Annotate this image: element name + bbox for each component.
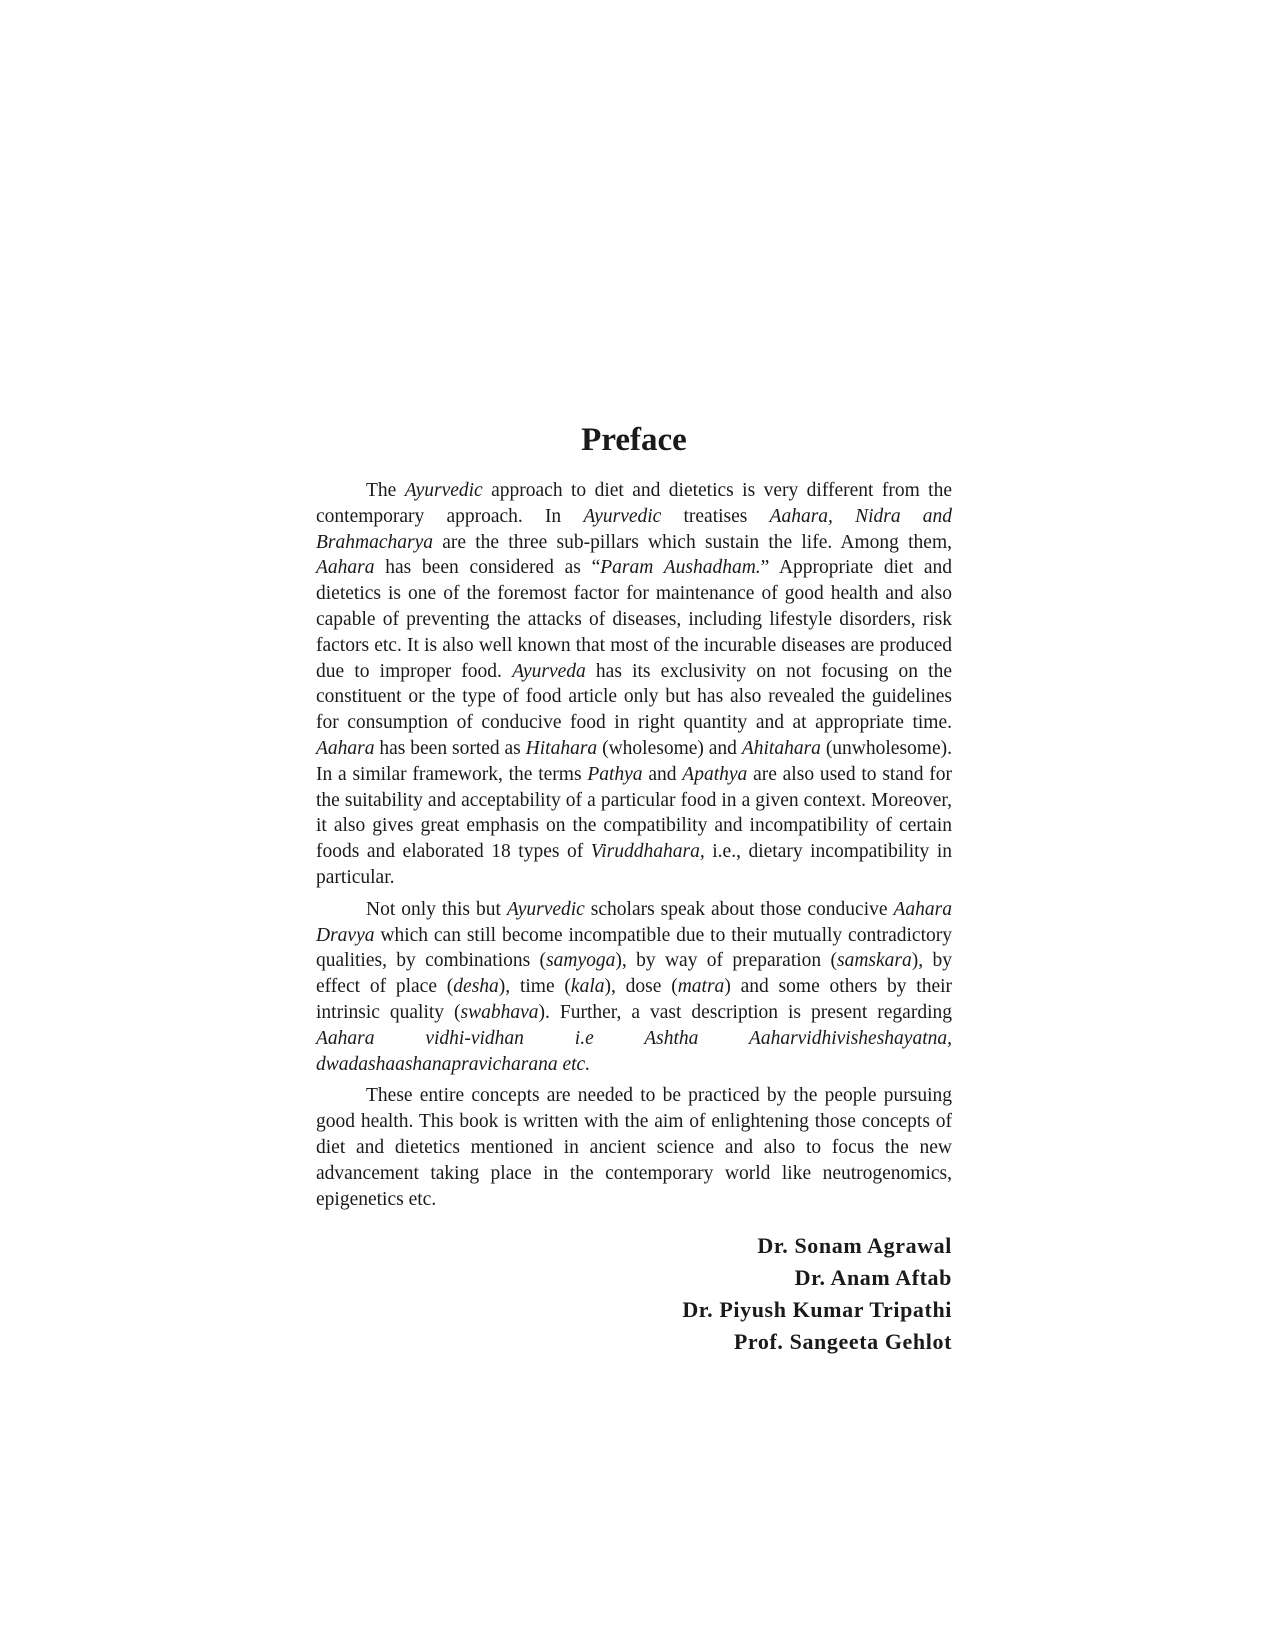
text-run: ), time ( <box>498 976 571 998</box>
author-signatures <box>316 1230 952 1358</box>
text-run-italic: Aahara <box>316 737 375 759</box>
text-run-italic: Pathya <box>587 763 643 785</box>
author-name: Dr. Sonam Agrawal <box>757 1233 952 1259</box>
text-run: These entire concepts are needed to be practiced by the people pursuing good health. This book is written with the aim of enlightening those concepts of diet and dietetics mentioned in ancient science and also to focus the new advancement taking place in the contemporary world like neutrogenomics, epigenetics etc. <box>316 1085 952 1210</box>
text-run: are also used to stand for the suitability and acceptability of a particular food in a given context. Moreover, it also gives great emphasis on the compatibility and incompatibility of certain foods and elaborated 18 types of <box>316 763 953 863</box>
text-run-italic: Aahara <box>316 557 375 579</box>
text-run-italic: samskara <box>837 950 912 972</box>
author-name: Dr. Piyush Kumar Tripathi <box>682 1297 952 1323</box>
text-run: and <box>642 763 683 785</box>
text-run-italic: samyoga <box>546 950 616 972</box>
text-run: scholars speak about those conducive <box>584 898 894 920</box>
text-run: ” Appropriate diet and dietetics is one of the foremost factor for maintenance of good health and also capable of preventing the attacks of diseases, including lifestyle disorders, risk factors etc. It is also well known that most of the incurable diseases are produced due to improper food. <box>316 557 952 682</box>
author-name: Dr. Anam Aftab <box>794 1265 952 1291</box>
text-run: ) and some others by their intrinsic quality ( <box>316 976 953 1023</box>
paragraph-1 <box>316 478 952 891</box>
text-run: treatises <box>661 505 770 527</box>
text-run: has its exclusivity on not focusing on the constituent or the type of food article only but has also revealed the guidelines for consumption of conducive food in right quantity and at appropriate time. <box>316 660 952 734</box>
preface-page <box>316 420 952 1358</box>
text-run: which can still become incompatible due to their mutually contradictory qualities, by combinations ( <box>316 924 952 972</box>
text-run: approach to diet and dietetics is very different from the contemporary approach. In <box>316 480 952 527</box>
text-run: has been considered as “ <box>374 557 601 579</box>
text-run-italic: kala <box>570 976 605 998</box>
text-run-italic: Ahitahara <box>741 737 821 759</box>
text-run: ), dose ( <box>604 976 678 998</box>
text-run: ), by effect of place ( <box>316 950 952 998</box>
text-run: i.e., dietary incompatibility in particular. <box>316 841 952 888</box>
text-run-italic: Ayurvedic <box>404 480 483 501</box>
author-name: Prof. Sangeeta Gehlot <box>733 1329 952 1355</box>
preface-body <box>316 478 952 1212</box>
text-run: ). Further, a vast description is present regarding <box>538 1001 952 1023</box>
text-run: The <box>366 480 405 501</box>
page-title: Preface <box>581 422 687 458</box>
text-run-italic: Aahara, Nidra and Brahmacharya <box>316 505 953 553</box>
paragraph-3 <box>316 1083 952 1212</box>
text-run-italic: Ayurvedic <box>583 505 662 527</box>
text-run-italic: Aahara vidhi-vidhan i.e Ashtha Aaharvidhivisheshayatna, dwadashaashanapravicharana etc. <box>316 1027 952 1075</box>
text-run-italic: Aahara Dravya <box>316 898 952 946</box>
text-run-italic: matra <box>677 976 725 998</box>
text-run: (unwholesome). In a similar framework, the terms <box>316 737 952 785</box>
text-run-italic: Apathya <box>682 763 748 785</box>
text-run: ), by way of preparation ( <box>615 950 838 972</box>
text-run: Not only this but <box>366 898 507 920</box>
text-run-italic: Ayurvedic <box>506 898 585 920</box>
text-run-italic: Param Aushadham. <box>600 557 761 579</box>
text-run: are the three sub-pillars which sustain the life. Among them, <box>432 531 952 553</box>
text-run-italic: swabhava <box>460 1001 539 1023</box>
text-run-italic: desha <box>453 976 499 998</box>
text-run: (wholesome) and <box>597 737 742 759</box>
paragraph-2 <box>316 897 952 1078</box>
text-run-italic: Hitahara <box>525 737 598 759</box>
text-run-italic: Viruddhahara, <box>590 841 705 863</box>
text-run: has been sorted as <box>374 737 526 759</box>
text-run-italic: Ayurveda <box>512 660 586 682</box>
